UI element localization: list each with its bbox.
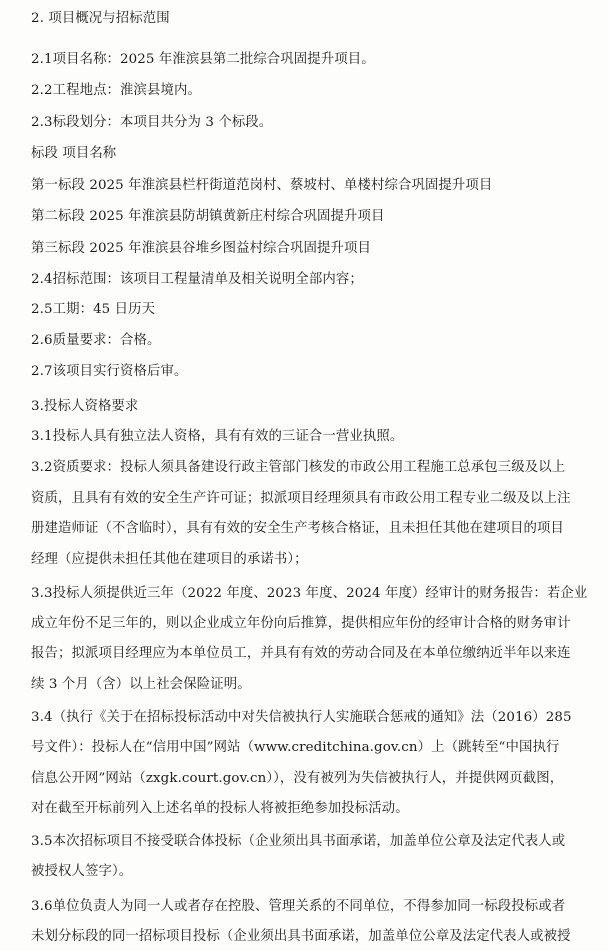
item-2-4-scope: 2.4招标范围：该项目工程量清单及相关说明全部内容； [31, 272, 363, 287]
lot-row-3: 第三标段 2025 年淮滨县谷堆乡图益村综合巩固提升项目 [31, 241, 371, 256]
item-3-5-line-1: 3.5本次招标项目不接受联合体投标（企业须出具书面承诺，加盖单位公章及法定代表人或 [31, 834, 566, 849]
item-3-2-line-4: 经理（应提供未担任其他在建项目的承诺书）； [31, 552, 308, 567]
item-2-1-project-name: 2.1项目名称：2025 年淮滨县第二批综合巩固提升项目。 [31, 52, 375, 67]
item-3-6-line-1: 3.6单位负责人为同一人或者存在控股、管理关系的不同单位，不得参加同一标段投标或者 [31, 899, 566, 914]
lot-row-2: 第二标段 2025 年淮滨县防胡镇黄新庄村综合巩固提升项目 [31, 209, 385, 224]
item-3-2-line-2: 资质，且具有有效的安全生产许可证；拟派项目经理须具有市政公用工程专业二级及以上注 [31, 491, 571, 506]
item-3-2-line-1: 3.2资质要求：投标人须具备建设行政主管部门核发的市政公用工程施工总承包三级及以上 [31, 460, 566, 475]
item-3-6-line-2: 未划分标段的同一招标项目投标（企业须出具书面承诺，加盖单位公章及法定代表人或被授 [31, 929, 571, 944]
item-3-4-line-1: 3.4（执行《关于在招标投标活动中对失信被执行人实施联合惩戒的通知》法（2016）285 [31, 710, 572, 725]
item-3-5-line-2: 被授权人签字）。 [31, 864, 133, 879]
section-3-heading: 3.投标人资格要求 [31, 399, 139, 414]
item-3-4-line-4: 对在截至开标前列入上述名单的投标人将被拒绝参加投标活动。 [31, 801, 409, 816]
lot-row-1: 第一标段 2025 年淮滨县栏杆街道范岗村、蔡坡村、单楼村综合巩固提升项目 [31, 178, 493, 193]
item-2-2-location: 2.2工程地点：淮滨县境内。 [31, 83, 201, 98]
item-3-3-line-1: 3.3投标人须提供近三年（2022 年度、2023 年度、2024 年度）经审计的财务报告：若企业 [31, 586, 588, 601]
item-3-1-legal-entity: 3.1投标人具有独立法人资格，具有有效的三证合一营业执照。 [31, 429, 404, 444]
item-3-4-line-3: 信息公开网”网站（zxgk.court.gov.cn）），没有被列为失信被执行人，并提供网页截图， [31, 771, 564, 786]
lots-table-header: 标段 项目名称 [31, 146, 117, 161]
item-2-7-qualification-review: 2.7该项目实行资格后审。 [31, 364, 188, 379]
item-3-4-line-2: 号文件）：投标人在“信用中国”网站（www.creditchina.gov.cn）上（跳转至“中国执行 [31, 740, 560, 755]
item-2-3-lot-division: 2.3标段划分：本项目共分为 3 个标段。 [31, 115, 273, 130]
item-3-3-line-4: 续 3 个月（含）以上社会保险证明。 [31, 677, 251, 692]
item-3-2-line-3: 册建造师证（不含临时），具有有效的安全生产考核合格证，且未担任其他在建项目的项目 [31, 521, 564, 536]
item-2-5-duration: 2.5工期：45 日历天 [31, 302, 156, 317]
item-3-3-line-2: 成立年份不足三年的，则以企业成立年份向后推算，提供相应年份的经审计合格的财务审计 [31, 616, 571, 631]
item-2-6-quality: 2.6质量要求：合格。 [31, 333, 161, 348]
item-3-3-line-3: 报告；拟派项目经理应为本单位员工，并具有有效的劳动合同及在本单位缴纳近半年以来连 [31, 646, 571, 661]
section-2-heading: 2. 项目概况与招标范围 [31, 11, 170, 26]
